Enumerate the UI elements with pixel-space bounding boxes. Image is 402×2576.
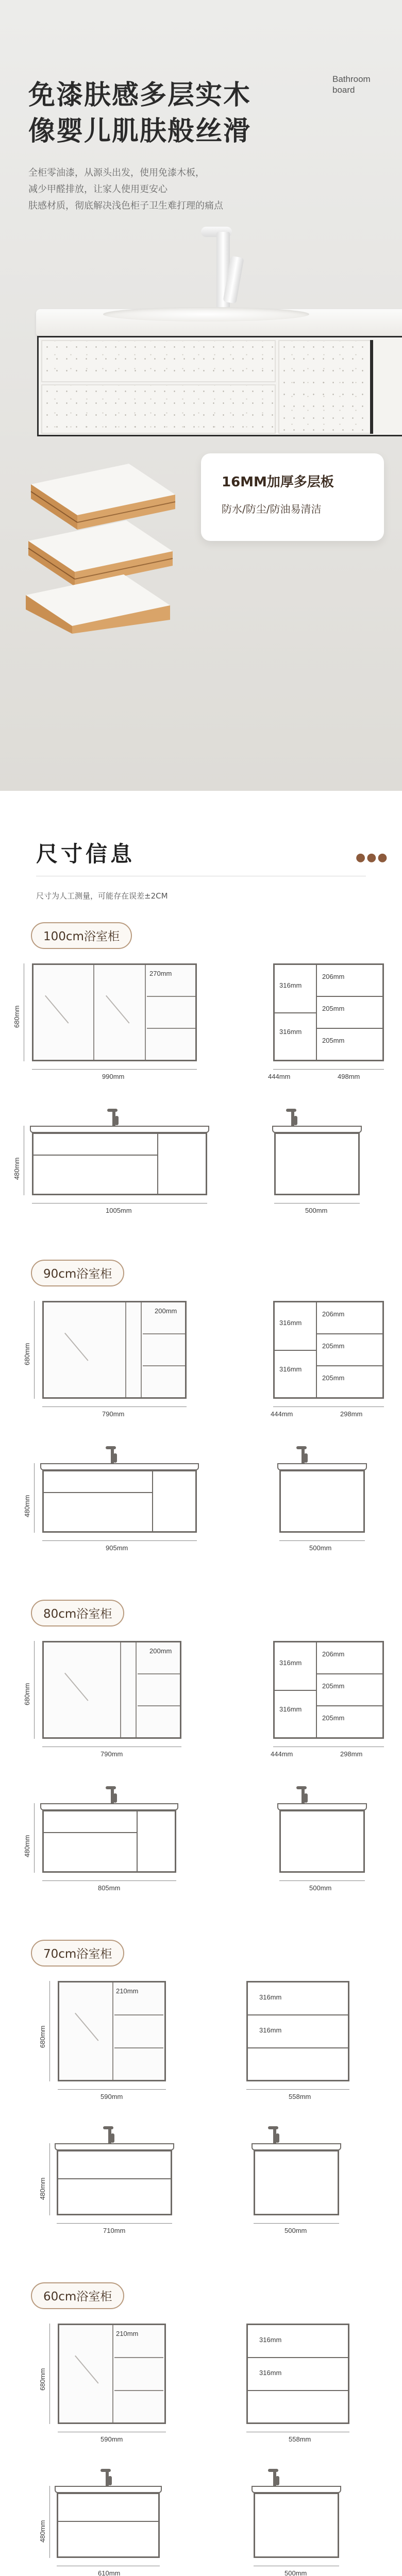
mirror-shelf [114,2014,163,2015]
desc-line-1: 全柜零油漆，从源头出发，使用免漆木板， [28,167,205,178]
mirror-shelf-dim: 210mm [116,1987,139,1995]
mirror-height-dim: 680mm [23,1343,31,1365]
dim-line [279,1880,365,1881]
mirror-height-dim: 680mm [23,1683,31,1705]
cab-right-dim: 206mm [322,1650,345,1658]
dim-line [49,2324,50,2424]
dim-line [279,1540,365,1541]
series-label-pill: 60cm浴室柜 [31,2282,124,2309]
cab-depth-dim: 558mm [289,2093,311,2100]
mirror-shelf-dim: 200mm [155,1307,177,1315]
mirror-shelf-dim: 210mm [116,2330,139,2337]
desc-line-2: 减少甲醛排放，让家人使用更安心 [28,184,167,195]
cabinet-shelf [275,1012,316,1013]
board-layer-2 [28,520,173,586]
faucet-icon [286,1109,298,1127]
cab-depth-dim: 558mm [289,2435,311,2443]
desc-line-3: 肤感材质，彻底解决浅色柜子卫生难打理的痛点 [28,200,223,211]
cab-left-dim: 316mm [279,1365,302,1373]
vanity-width-dim: 805mm [98,1884,121,1892]
cabinet-divider [316,1302,317,1397]
mirror-shelf [114,2047,163,2048]
hero-title-line-1: 免漆肤感多层实木 [28,80,252,111]
cab-left-dim: 316mm [279,1705,302,1713]
vanity-top-drawing [55,2143,174,2150]
vanity-width-dim: 610mm [98,2569,121,2576]
tag-line-1: Bathroom [332,74,371,84]
vanity-depth-dim: 500mm [284,2227,307,2234]
measurement-note: 尺寸为人工测量，可能存在误差±2CM [36,891,168,901]
faucet-icon [296,1786,309,1805]
faucet-icon [103,2126,115,2145]
dim-line [32,1203,207,1204]
mirror-glass-left [34,965,94,1060]
cab-right-dim: 205mm [322,1342,345,1350]
faucet-icon [100,2469,113,2487]
dim-line [57,2223,172,2224]
dim-line [34,1641,35,1739]
vanity-drawing [57,2493,160,2558]
vanity-height-dim: 480mm [39,2520,46,2543]
cab-left-dim: 316mm [279,1028,302,1036]
vanity-width-dim: 1005mm [106,1207,132,1214]
vanity-side-top [272,1126,362,1133]
vanity-drawing [42,1470,197,1533]
cabinet-shelf [316,1365,382,1366]
mirror-narrow-panel [121,1642,137,1737]
mirror-shelf [138,1705,180,1706]
vanity-drawing [32,1132,207,1195]
vanity-height-dim: 480mm [13,1157,21,1180]
cabinet-shelf [316,1333,382,1334]
hero-title-line-2: 像婴儿肌肤般丝滑 [28,116,252,147]
dim-line [273,1406,384,1407]
cab-right-dim: 205mm [322,1005,345,1012]
mirror-shelf [147,996,195,997]
hero-description [28,165,223,214]
series-60cm [0,2282,402,2576]
cabinet-shelf [248,2390,348,2391]
cabinet-shelf [248,2357,348,2358]
door-line [137,1811,138,1871]
cab-depth-dim: 444mm [271,1410,293,1418]
cab-left-dim: 316mm [279,981,302,989]
cabinet-divider [316,1642,317,1737]
faucet-icon [106,1446,118,1465]
mirror-cabinet-drawing [32,963,197,1061]
cab-right-dim: 205mm [322,1374,345,1382]
cab-right-dim: 206mm [322,1310,345,1318]
size-section-title: 尺寸信息 [36,841,136,867]
cab-right-dim: 205mm [322,1037,345,1044]
drawer-line [34,1155,157,1156]
dim-line [254,2223,339,2224]
vanity-width-dim: 905mm [106,1544,128,1552]
vanity-top-drawing [40,1803,178,1810]
mirror-glass-left [59,2325,113,2422]
hero-title [28,77,251,149]
cabinet-shelf [275,1690,316,1691]
cab-left-dim: 316mm [259,2026,282,2034]
faucet-icon [107,1109,120,1127]
dim-line [42,1880,176,1881]
mirror-shelf [147,1028,195,1029]
mirror-shelf [114,2390,163,2391]
dim-line [42,1540,197,1541]
vanity-side-top [252,2143,341,2150]
vanity-depth-dim: 500mm [284,2569,307,2576]
cabinet-shelf [316,1705,382,1706]
mirror-cabinet-drawing [42,1641,181,1739]
cab-depth-dim: 444mm [268,1073,291,1080]
cab-left-dim: 316mm [279,1319,302,1327]
vanity-basin [103,307,309,321]
dim-line [49,2486,50,2558]
mirror-width-dim: 990mm [102,1073,125,1080]
tag-line-2: board [332,85,355,95]
multilayer-board-image [21,464,186,634]
vanity-depth-dim: 500mm [305,1207,328,1214]
mirror-shelf [138,1673,180,1674]
upper-drawer [41,340,276,382]
side-door [278,340,371,434]
mirror-width-dim: 790mm [100,1750,123,1758]
mirror-glass-left [59,1982,113,2080]
cabinet-shelf [275,1350,316,1351]
vanity-side-drawing [274,1132,360,1195]
vanity-height-dim: 480mm [23,1495,31,1517]
decor-dots: ●●● [356,851,389,864]
cab-width-dim: 498mm [338,1073,360,1080]
cabinet-shelf [248,2014,348,2015]
vanity-height-dim: 480mm [23,1835,31,1857]
dim-line [274,1203,360,1204]
card-text: 防水/防尘/防油易清洁 [222,503,322,515]
vanity-side-drawing [279,1810,365,1873]
drawer-line [44,1492,152,1493]
vanity-depth-dim: 500mm [309,1544,332,1552]
drawer-line [58,2521,158,2522]
cabinet-shelf [316,996,382,997]
cab-left-dim: 316mm [259,1993,282,2001]
vanity-top-drawing [40,1463,199,1470]
cabinet-divider [316,965,317,1060]
board-feature-card [201,453,384,541]
dim-line [273,1069,384,1070]
mirror-narrow-panel [126,1302,142,1397]
vanity-side-top [277,1463,367,1470]
series-label-pill: 70cm浴室柜 [31,1940,124,1967]
cab-width-dim: 298mm [340,1750,363,1758]
cab-right-dim: 205mm [322,1682,345,1690]
cabinet-shelf [316,1028,382,1029]
vanity-side-drawing [279,1470,365,1533]
series-90cm [0,1260,402,1600]
mirror-shelf-dim: 200mm [149,1647,172,1655]
vanity-side-top [252,2486,341,2493]
cab-left-dim: 316mm [279,1659,302,1667]
vanity-side-top [277,1803,367,1810]
mirror-height-dim: 680mm [39,2368,46,2391]
vanity-side-drawing [254,2493,339,2558]
mirror-width-dim: 590mm [100,2435,123,2443]
mirror-glass [44,1302,126,1397]
faucet-icon [268,2469,280,2487]
drawer-line [44,1832,137,1833]
dim-line [34,1301,35,1399]
dim-line [58,2089,166,2090]
vanity-drawing [57,2150,172,2215]
board-layer-3 [26,574,170,634]
lower-drawer [41,384,276,434]
bathroom-board-tag [332,74,371,95]
mirror-glass [44,1642,121,1737]
vanity-depth-dim: 500mm [309,1884,332,1892]
faucet-icon [268,2126,280,2145]
mirror-cabinet-drawing [42,1301,187,1399]
board-layer-1 [31,464,175,530]
mirror-cabinet-drawing [58,1981,166,2081]
cabinet-shelf [316,1673,382,1674]
series-100cm [0,922,402,1262]
card-title: 16MM加厚多层板 [222,474,334,490]
vanity-top-drawing [30,1126,209,1133]
cab-left-dim: 316mm [259,2369,282,2377]
dim-line [246,2089,349,2090]
cab-right-dim: 206mm [322,973,345,980]
vanity-height-dim: 480mm [39,2177,46,2200]
mirror-height-dim: 680mm [13,1005,21,1028]
mirror-width-dim: 790mm [102,1410,125,1418]
cab-width-dim: 298mm [340,1410,363,1418]
mirror-width-dim: 590mm [100,2093,123,2100]
vanity-side-drawing [254,2150,339,2215]
series-80cm [0,1600,402,1940]
door-line [157,1134,158,1194]
door-line [152,1471,153,1531]
dim-line [49,1981,50,2081]
series-70cm [0,1940,402,2280]
dim-line [34,1803,35,1873]
mirror-shelf-dim: 270mm [149,970,172,977]
dim-line [42,1406,187,1407]
series-label-pill: 100cm浴室柜 [31,922,132,949]
cab-right-dim: 205mm [322,1714,345,1722]
vanity-width-dim: 710mm [103,2227,126,2234]
mirror-cabinet-drawing [58,2324,166,2424]
dim-line [49,2143,50,2215]
mirror-shelf [143,1333,185,1334]
mirror-shelf [114,2357,163,2358]
cabinet-shelf [248,2047,348,2048]
faucet-icon [296,1446,309,1465]
mirror-shelf [143,1365,185,1366]
vanity-top-drawing [55,2486,162,2493]
dim-line [32,1069,197,1070]
cab-left-dim: 316mm [259,2336,282,2344]
cab-depth-dim: 444mm [271,1750,293,1758]
mirror-height-dim: 680mm [39,2025,46,2048]
door-edge-trim [370,340,373,434]
faucet-icon [106,1786,118,1805]
vanity-drawing [42,1810,176,1873]
dim-line [34,1463,35,1533]
series-label-pill: 80cm浴室柜 [31,1600,124,1626]
hero-section [0,0,402,791]
series-label-pill: 90cm浴室柜 [31,1260,124,1286]
drawer-line [58,2178,171,2179]
